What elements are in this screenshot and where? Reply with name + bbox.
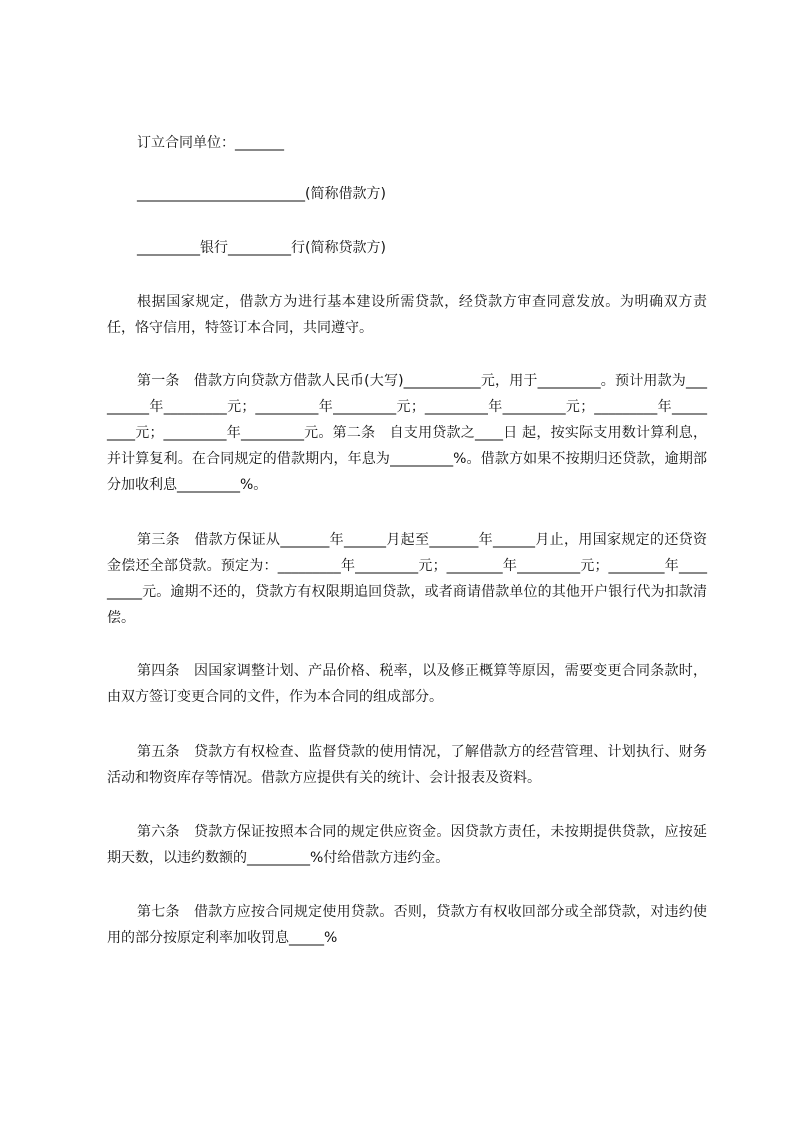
article-6-paragraph: 第六条 贷款方保证按照本合同的规定供应资金。因贷款方责任，未按期提供贷款，应按延期天数，以违约数额的_________%付给借款方违约金。 <box>107 824 707 866</box>
article-3-paragraph: 第三条 借款方保证从_______年______月起至_______年______月止，用国家规定的还贷资金偿还全部贷款。预定为：_________年_________元；________年_________元；________年_________元。逾期不还的，贷款方有权限期追回贷款，或者商请借款单位的其他开户银行代为扣款清偿。 <box>107 532 707 626</box>
article-7-paragraph: 第七条 借款方应按合同规定使用贷款。否则，贷款方有权收回部分或全部贷款，对违约使用的部分按原定利率加收罚息_____% <box>107 904 707 946</box>
article-1-2-paragraph: 第一条 借款方向贷款方借款人民币(大写)___________元，用于_________。预计用款为_________年_________元；_________年_________元；_________年_________元；_________年_________元；_________年_________元。第二条 自支用贷款之____日 起，按实际支用数计算利息，并计算复利。在合同规定的借款期内，年息为_________%。借款方如果不按期归还贷款，逾期部分加收利息_________%。 <box>107 373 707 493</box>
lender-line: _________银行_________行(简称贷款方) <box>137 240 386 256</box>
preamble-paragraph: 根据国家规定，借款方为进行基本建设所需贷款，经贷款方审查同意发放。为明确双方责任，恪守信用，特签订本合同，共同遵守。 <box>107 294 707 336</box>
contract-party-line: 订立合同单位：_______ <box>137 135 284 151</box>
borrower-line: ________________________(简称借款方) <box>137 186 386 202</box>
article-5-paragraph: 第五条 贷款方有权检查、监督贷款的使用情况，了解借款方的经营管理、计划执行、财务活动和物资库存等情况。借款方应提供有关的统计、会计报表及资料。 <box>107 744 707 786</box>
article-4-paragraph: 第四条 因国家调整计划、产品价格、税率，以及修正概算等原因，需要变更合同条款时，由双方签订变更合同的文件，作为本合同的组成部分。 <box>107 663 707 705</box>
